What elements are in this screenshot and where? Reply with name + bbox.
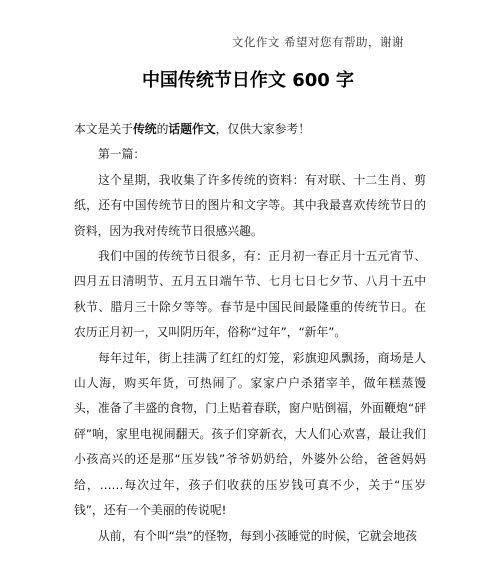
intro-prefix: 本文是关于 xyxy=(74,122,133,136)
intro-suffix: ，仅供大家参考！ xyxy=(215,122,311,136)
document-title: 中国传统节日作文 600 字 xyxy=(141,70,355,91)
intro-bold-topic: 话题作文 xyxy=(168,122,216,136)
intro-paragraph xyxy=(74,117,426,142)
section-label: 第一篇： xyxy=(98,147,146,162)
paragraph-1: 这个星期，我收集了许多传统的资料：有对联、十二生肖、剪纸，还有中国传统节日的图片和文字等。其中我最喜欢传统节日的资料，因为我对传统节日很感兴趣。 xyxy=(74,172,426,238)
paragraph-2: 我们中国的传统节日很多，有：正月初一春正月十五元宵节、四月五日清明节、五月五日端午节、七月七日七夕节、八月十五中秋节、腊月三十除夕等等。春节是中国民间最隆重的传统节日。在农历正月初一，又叫阴历年，俗称“过年”，“新年”。 xyxy=(74,249,426,340)
paragraph-3: 每年过年，街上挂满了红红的灯笼，彩旗迎风飘扬，商场是人山人海，购买年货，可热闹了。家家户户杀猪宰羊，做年糕蒸馒头，准备了丰盛的食物，门上贴着春联，窗户贴倒福，外面鞭炮“砰砰”响，家里电视闹翻天。孩子们穿新衣，大人们心欢喜，最让我们小孩高兴的还是那“压岁钱”爷爷奶奶给，外婆外公给，爸爸妈妈给，……每次过年，孩子们收获的压岁钱可真不少，关于“压岁钱”，还有一个美丽的传说呢! xyxy=(74,350,426,518)
document-body xyxy=(74,117,426,549)
intro-mid: 的 xyxy=(156,122,169,136)
paragraph-4: 从前，有个叫“祟”的怪物，每到小孩睡觉的时候，它就会地孩 xyxy=(98,528,417,543)
header-note: 文化作文 希望对您有帮助，谢谢 xyxy=(231,35,404,49)
intro-bold-tradition: 传统 xyxy=(133,122,157,136)
